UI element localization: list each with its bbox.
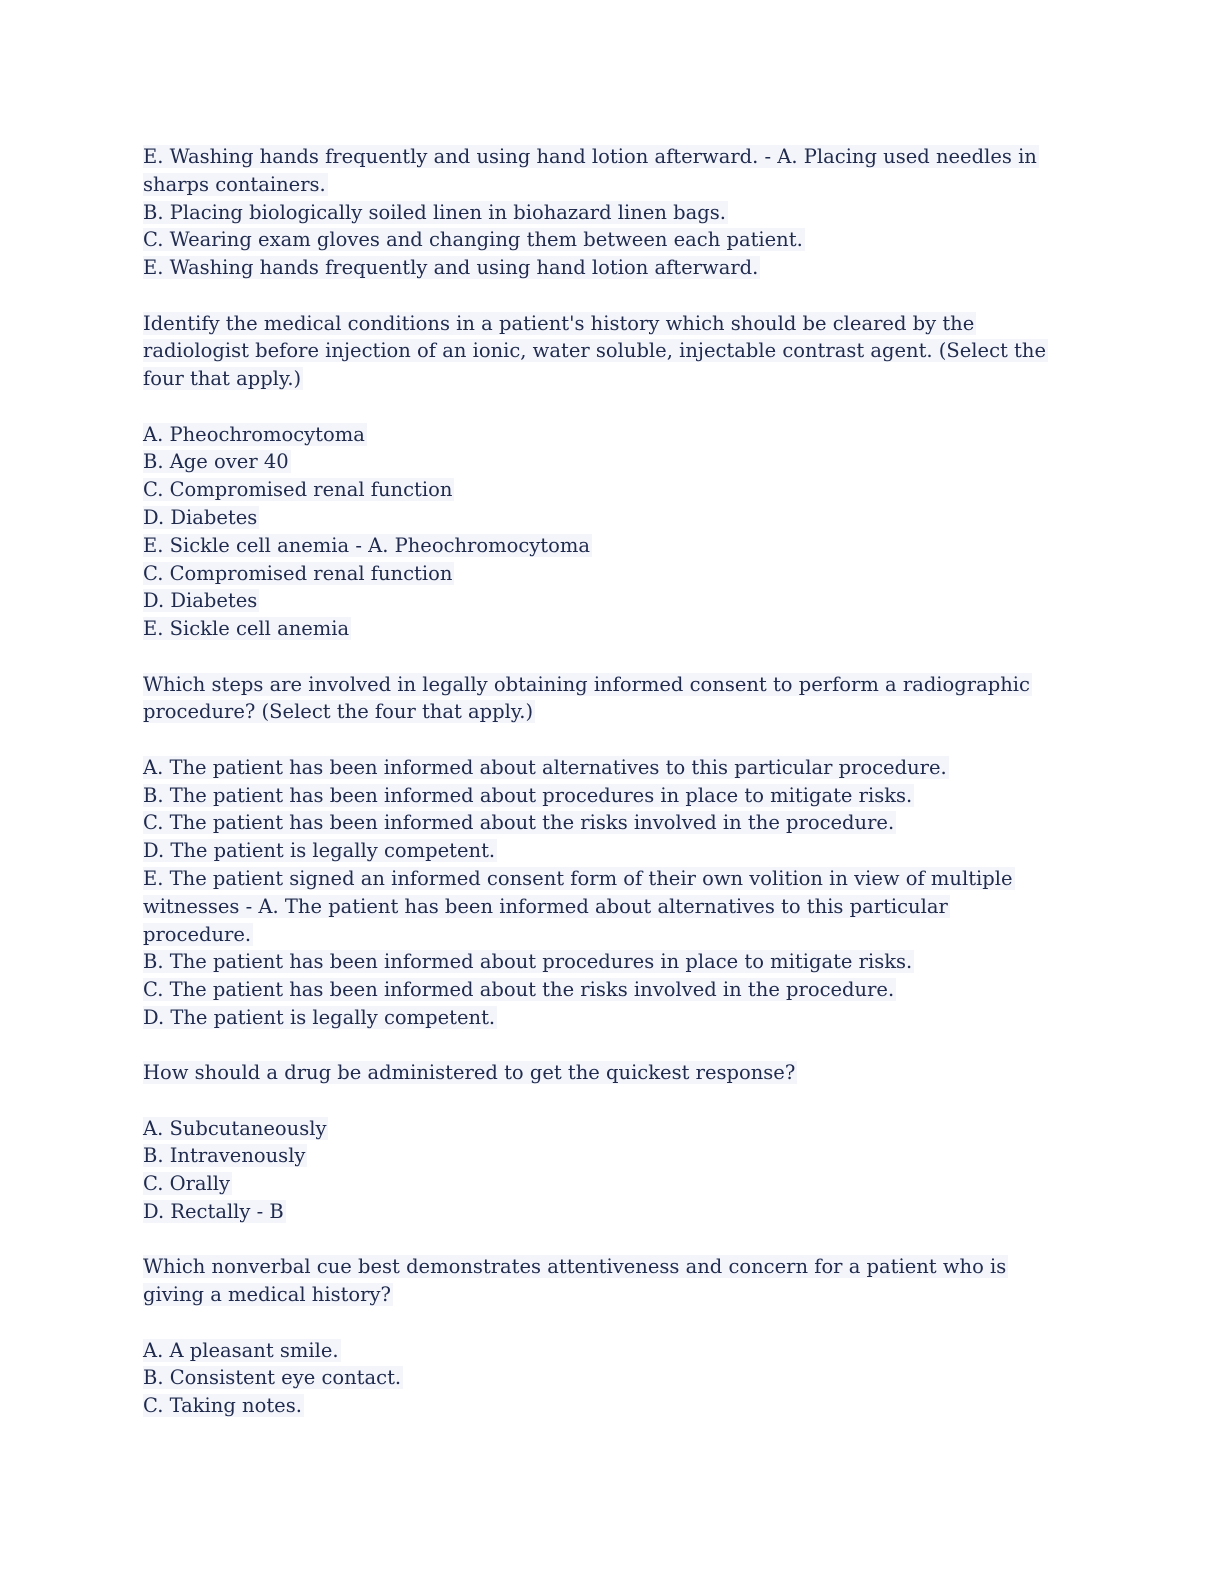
answer-block xyxy=(143,143,1103,282)
option-line: E. Sickle cell anemia xyxy=(143,617,350,641)
option-line: D. Rectally - B xyxy=(143,1200,284,1224)
option-line: C. Orally xyxy=(143,1172,231,1196)
option-line: B. The patient has been informed about procedures in place to mitigate risks. xyxy=(143,783,913,807)
option-line: D. Diabetes xyxy=(143,589,258,613)
option-line: C. The patient has been informed about the risks involved in the procedure. xyxy=(143,811,895,835)
text-line: sharps containers. xyxy=(143,172,326,196)
option-line: D. Diabetes xyxy=(143,505,258,529)
option-line: witnesses - A. The patient has been informed about alternatives to this particular xyxy=(143,894,948,918)
text-line: E. Washing hands frequently and using hand lotion afterward. xyxy=(143,256,759,280)
options-block xyxy=(143,1115,1103,1226)
text-line: C. Wearing exam gloves and changing them between each patient. xyxy=(143,228,803,252)
question-text-line: radiologist before injection of an ionic, water soluble, injectable contrast agent. (Select the xyxy=(143,339,1046,363)
options-block xyxy=(143,1337,1103,1420)
option-line: C. The patient has been informed about the risks involved in the procedure. xyxy=(143,978,895,1002)
text-line: B. Placing biologically soiled linen in biohazard linen bags. xyxy=(143,200,726,224)
question-block xyxy=(143,671,1103,727)
question-text-line: procedure? (Select the four that apply.) xyxy=(143,700,534,724)
option-line: A. A pleasant smile. xyxy=(143,1338,339,1362)
option-line: B. The patient has been informed about procedures in place to mitigate risks. xyxy=(143,950,913,974)
document-page xyxy=(143,143,1103,1448)
option-line: procedure. xyxy=(143,922,252,946)
option-line: A. Subcutaneously xyxy=(143,1116,327,1140)
option-line: A. The patient has been informed about alternatives to this particular procedure. xyxy=(143,755,947,779)
option-line: C. Taking notes. xyxy=(143,1394,302,1418)
question-block xyxy=(143,310,1103,393)
option-line: E. The patient signed an informed consent form of their own volition in view of multiple xyxy=(143,866,1013,890)
option-line: E. Sickle cell anemia - A. Pheochromocytoma xyxy=(143,533,590,557)
question-text-line: Identify the medical conditions in a patient's history which should be cleared by the xyxy=(143,311,975,335)
question-text-line: Which steps are involved in legally obtaining informed consent to perform a radiographic xyxy=(143,672,1030,696)
question-block xyxy=(143,1059,1103,1087)
question-text-line: How should a drug be administered to get the quickest response? xyxy=(143,1061,796,1085)
question-text-line: four that apply.) xyxy=(143,367,302,391)
option-line: C. Compromised renal function xyxy=(143,561,453,585)
option-line: D. The patient is legally competent. xyxy=(143,839,496,863)
option-line: B. Intravenously xyxy=(143,1144,306,1168)
option-line: C. Compromised renal function xyxy=(143,478,453,502)
options-block xyxy=(143,754,1103,1032)
options-block xyxy=(143,421,1103,643)
option-line: D. The patient is legally competent. xyxy=(143,1005,496,1029)
question-text-line: Which nonverbal cue best demonstrates attentiveness and concern for a patient who is xyxy=(143,1255,1007,1279)
text-line: E. Washing hands frequently and using hand lotion afterward. - A. Placing used needles in xyxy=(143,145,1037,168)
option-line: B. Age over 40 xyxy=(143,450,289,474)
option-line: A. Pheochromocytoma xyxy=(143,422,365,446)
question-text-line: giving a medical history? xyxy=(143,1283,391,1307)
option-line: B. Consistent eye contact. xyxy=(143,1366,402,1390)
question-block xyxy=(143,1253,1103,1309)
